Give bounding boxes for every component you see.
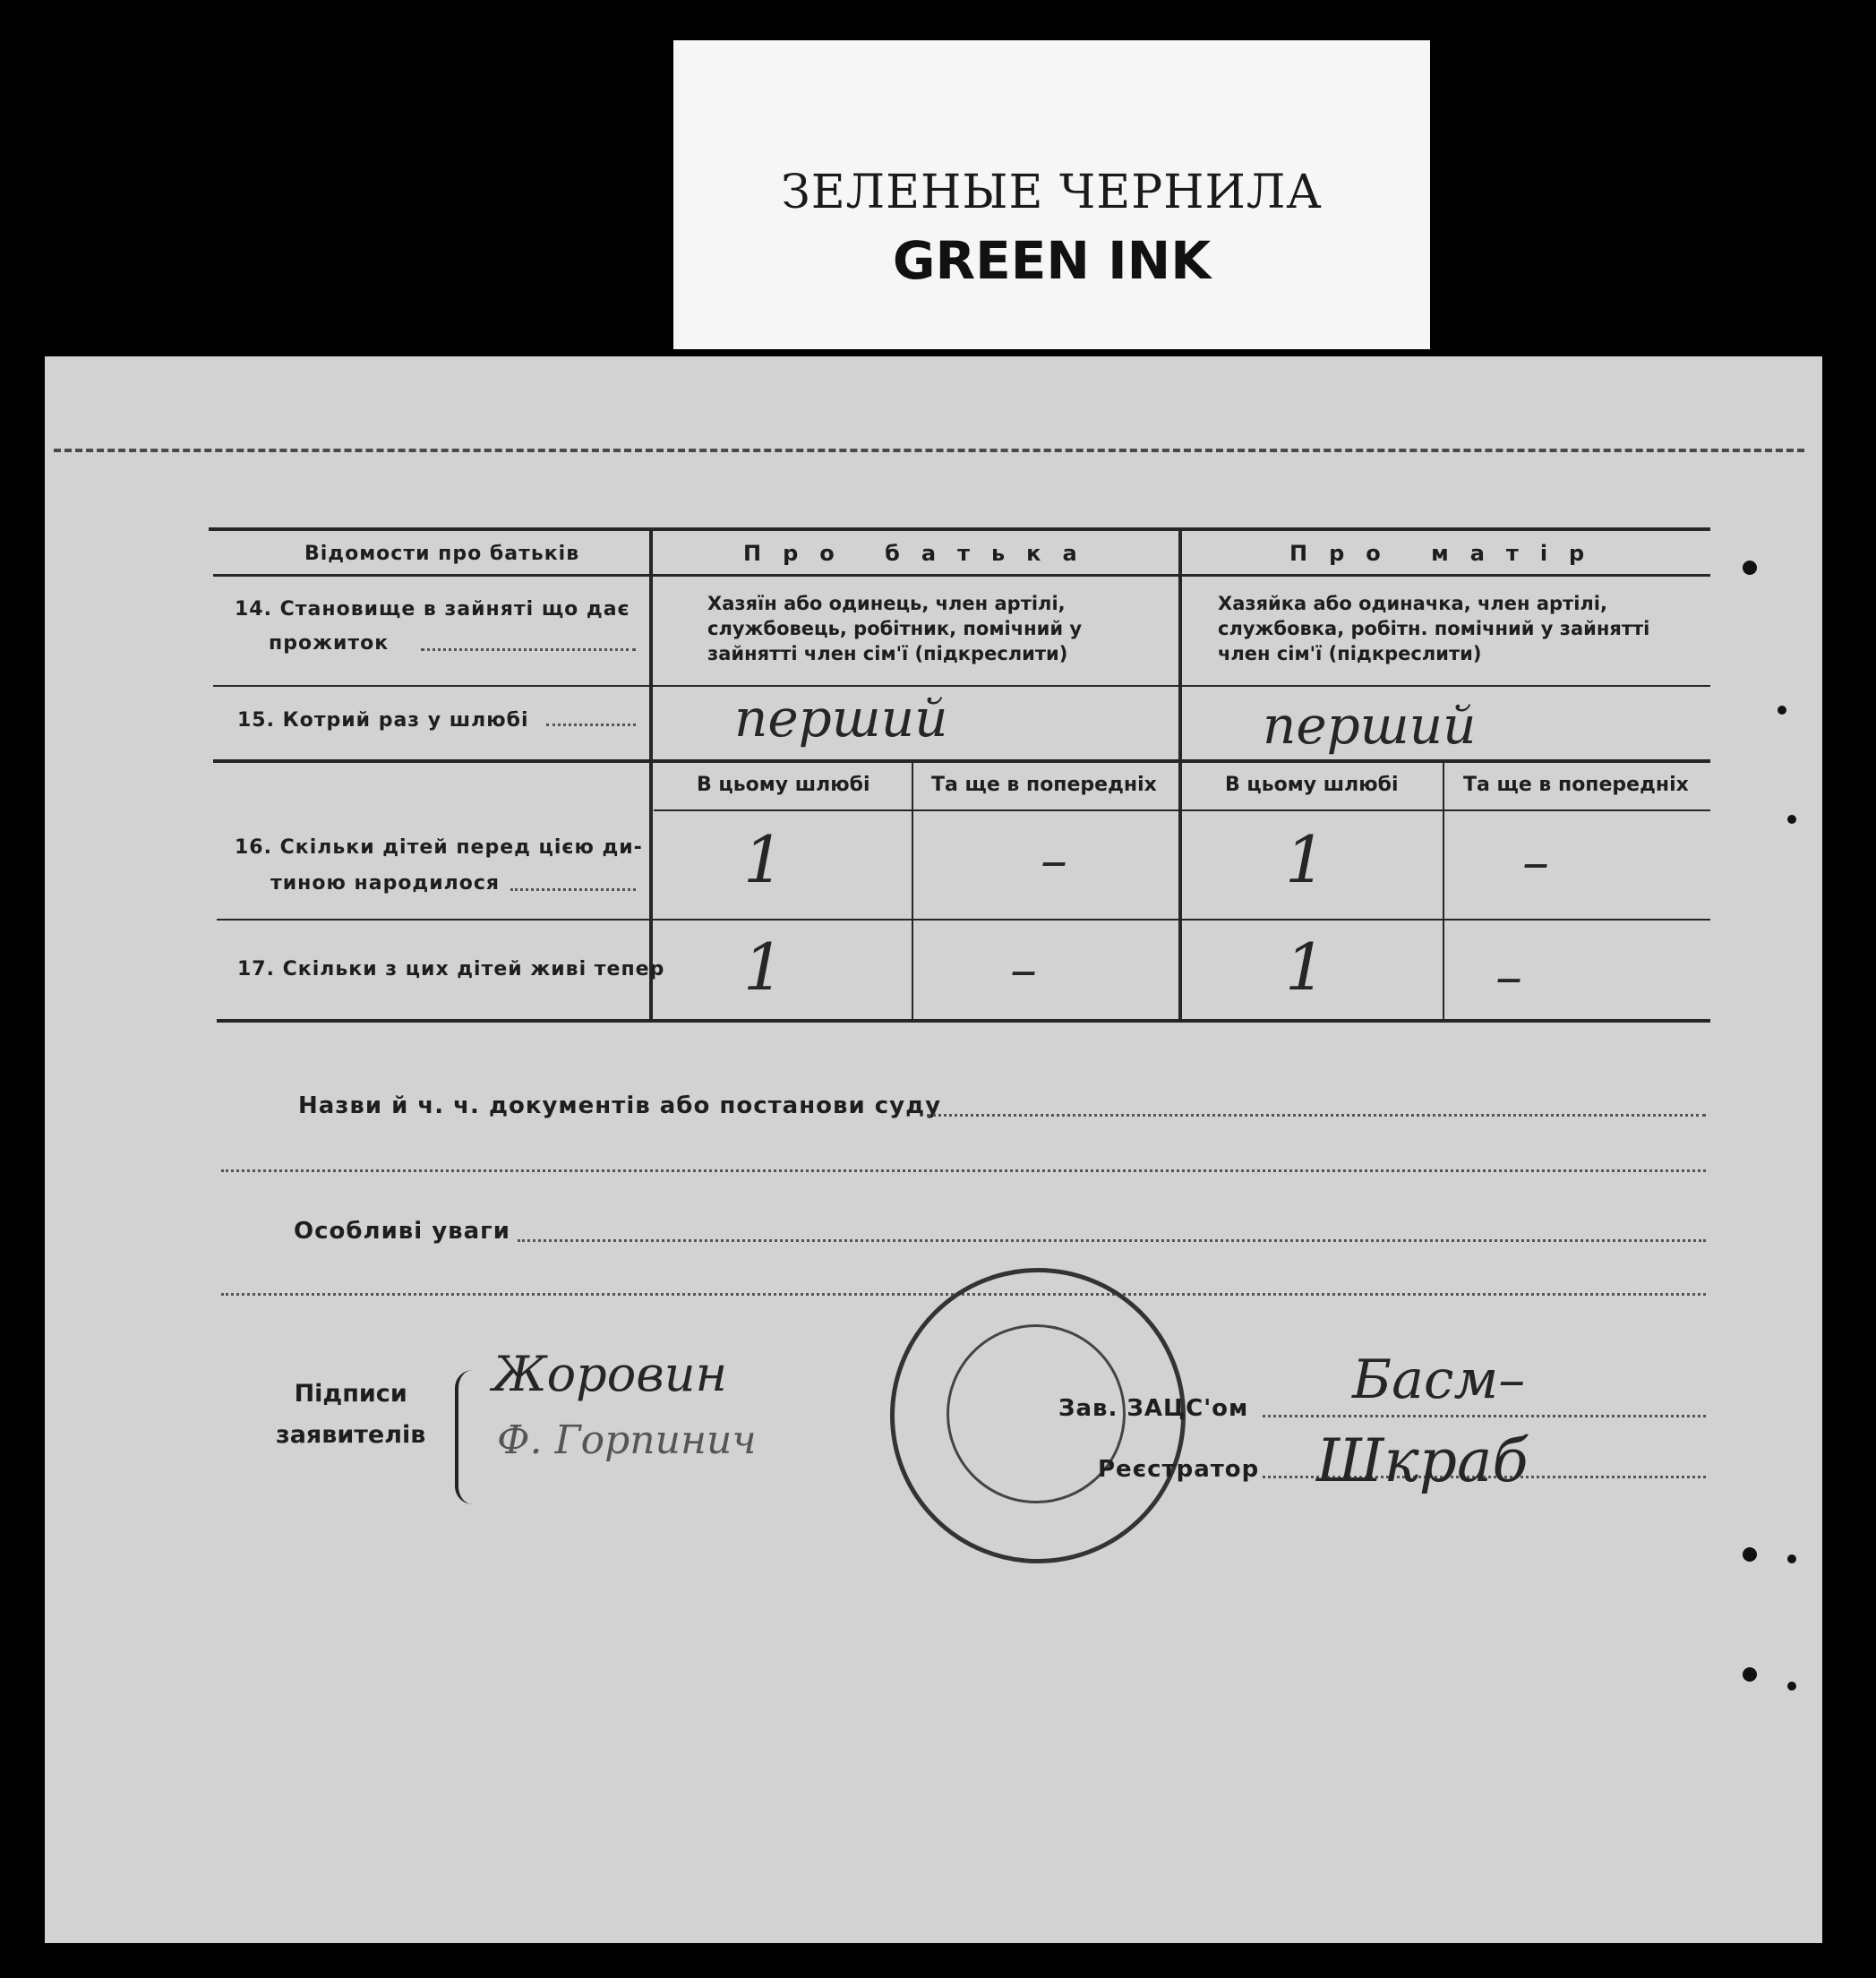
header-col1: Відомости про батьків xyxy=(304,543,580,565)
binding-hole xyxy=(1777,706,1786,715)
row14-leader-dots xyxy=(421,648,636,651)
applicant1-signature: Жоровин xyxy=(493,1346,728,1402)
row15-leader-dots xyxy=(546,724,636,726)
label-title-ru: ЗЕЛЕНЫЕ ЧЕРНИЛА xyxy=(781,166,1323,219)
binding-hole xyxy=(1743,561,1757,575)
archival-label-card xyxy=(673,40,1430,349)
row17-father-prev: – xyxy=(1010,938,1037,1001)
row16-label-line2: тиною народилося xyxy=(270,872,501,895)
row17-label: 17. Скільки з цих дітей живі тепер xyxy=(237,958,665,980)
subheader-mother-this: В цьому шлюбі xyxy=(1225,774,1399,796)
header-father: Про батька xyxy=(743,541,1099,566)
notes-line-1 xyxy=(518,1239,1706,1242)
row15-bottom-rule xyxy=(213,759,1710,763)
applicants-label-line1: Підписи xyxy=(294,1380,407,1408)
row15-father-value: перший xyxy=(734,688,948,749)
applicants-brace xyxy=(455,1370,482,1504)
row15-label: 15. Котрий раз у шлюбі xyxy=(237,709,529,732)
row17-mother-this: 1 xyxy=(1285,929,1326,1005)
applicant2-signature: Ф. Горпинич xyxy=(497,1417,757,1463)
row16-bottom-rule xyxy=(217,919,1710,920)
row15-mother-value: перший xyxy=(1263,695,1477,756)
documents-label: Назви й ч. ч. документів або постанови суду xyxy=(298,1092,942,1119)
header-mother: Про матір xyxy=(1289,541,1606,566)
perforation-line xyxy=(54,449,1804,452)
binding-hole xyxy=(1787,815,1796,824)
subheader-mother-prev: Та ще в попередніх xyxy=(1463,774,1689,796)
table-bottom-rule xyxy=(217,1019,1710,1023)
registrar-label: Реєстратор xyxy=(1098,1456,1260,1483)
subheader-father-this: В цьому шлюбі xyxy=(697,774,870,796)
binding-hole xyxy=(1787,1554,1796,1563)
father-mother-divider xyxy=(1178,529,1182,1022)
row14-mother-options: Хазяйка або одиначка, член артілі, службовка, робітн. помічний у зайнятті член сім'ї (підкреслити) xyxy=(1218,593,1650,664)
head-label: Зав. ЗАЦС'ом xyxy=(1058,1395,1249,1422)
row17-mother-prev: – xyxy=(1495,946,1522,1008)
row16-mother-prev: – xyxy=(1522,831,1549,894)
row16-father-prev: – xyxy=(1041,829,1067,892)
table-top-rule xyxy=(209,527,1710,531)
binding-hole xyxy=(1787,1682,1796,1691)
row14-father-options: Хазяїн або одинець, член артілі, службовець, робітник, помічний у зайнятті член сім'ї (підкреслити) xyxy=(707,593,1083,664)
notes-label: Особливі уваги xyxy=(294,1218,510,1245)
col1-divider xyxy=(649,529,653,1022)
table-header-rule xyxy=(213,574,1710,577)
row14-bottom-rule xyxy=(213,685,1710,687)
documents-line-2 xyxy=(221,1169,1706,1172)
binding-hole xyxy=(1743,1667,1757,1682)
registrar-signature: Шкраб xyxy=(1316,1426,1529,1495)
mother-sub-divider xyxy=(1443,763,1444,1021)
applicants-label xyxy=(276,1374,425,1456)
row16-father-this: 1 xyxy=(743,822,784,897)
head-signature: Басм– xyxy=(1352,1349,1526,1411)
binding-hole xyxy=(1743,1547,1757,1562)
applicants-label-line2: заявителів xyxy=(276,1421,426,1449)
documents-line-1 xyxy=(927,1114,1706,1117)
subheader-bottom-rule xyxy=(654,809,1710,811)
row14-label-line2: прожиток xyxy=(269,632,390,655)
row17-father-this: 1 xyxy=(743,929,784,1005)
label-title-en: GREEN INK xyxy=(892,230,1212,291)
row16-mother-this: 1 xyxy=(1285,822,1326,897)
row16-leader-dots xyxy=(510,888,636,891)
head-signature-line xyxy=(1263,1415,1706,1417)
father-sub-divider xyxy=(912,763,913,1021)
document-sheet xyxy=(45,356,1822,1943)
row14-label-line1: 14. Становище в зайняті що дає xyxy=(235,598,630,621)
row16-label-line1: 16. Скільки дітей перед цією ди- xyxy=(235,836,643,859)
subheader-father-prev: Та ще в попередніх xyxy=(931,774,1157,796)
